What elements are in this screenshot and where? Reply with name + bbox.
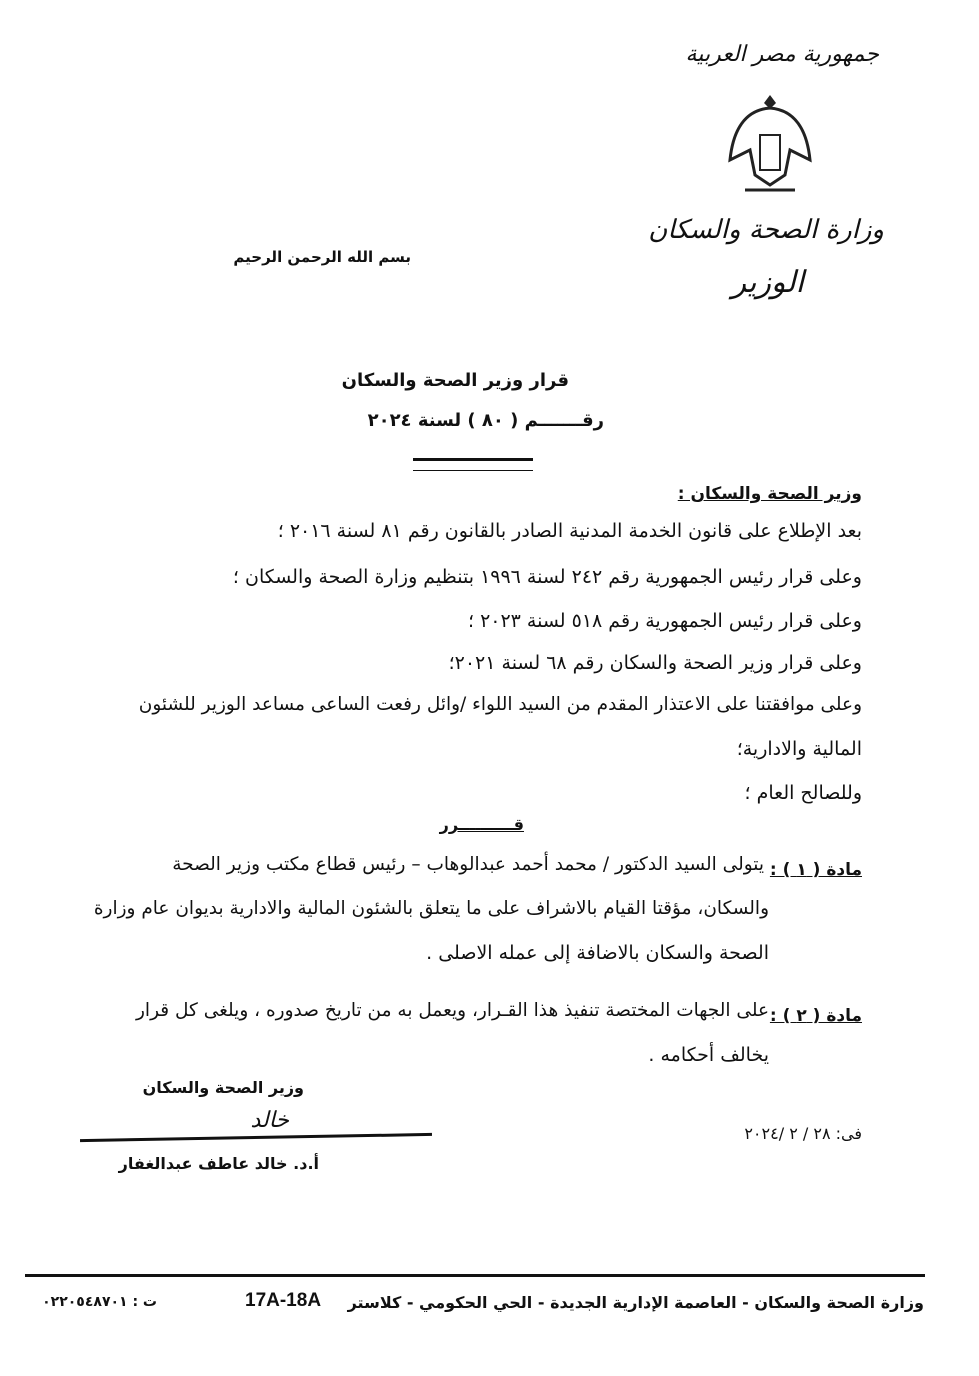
preamble-line: وعلى قرار رئيس الجمهورية رقم ٥١٨ لسنة ٢٠٢٣ ؛	[467, 610, 862, 632]
article-2-line: على الجهات المختصة تنفيذ هذا القـرار، ويعمل به من تاريخ صدوره ، ويلغى كل قرار	[136, 1000, 769, 1021]
handwritten-signature: خالد	[250, 1108, 289, 1133]
divider	[413, 458, 533, 461]
basmala: بسم الله الرحمن الرحيم	[233, 248, 411, 266]
letterhead-ministry: وزارة الصحة والسكان	[648, 215, 884, 245]
signature-line	[80, 1133, 432, 1142]
article-1-line: يتولى السيد الدكتور / محمد أحمد عبدالوهاب – رئيس قطاع مكتب وزير الصحة	[172, 854, 764, 875]
footer-phone: ت : ٠٢٢٠٥٤٨٧٠١	[42, 1294, 157, 1310]
decree-title: قرار وزير الصحة والسكان	[341, 370, 569, 391]
article-1-line: والسكان، مؤقتا القيام بالاشراف على ما يتعلق بالشئون المالية والادارية بديوان عام وزارة	[93, 898, 769, 919]
letterhead-office: الوزير	[731, 265, 804, 300]
signature-title: وزير الصحة والسكان	[142, 1078, 304, 1097]
preamble-line: المالية والادارية؛	[736, 738, 862, 760]
preamble-line: وعلى موافقتنا على الاعتذار المقدم من السيد اللواء /وائل رفعت الساعى مساعد الوزير للشئون	[138, 694, 862, 715]
footer-rule	[25, 1274, 925, 1277]
decides-heading: قــــــــــرر	[439, 815, 524, 834]
footer-address: وزارة الصحة والسكان - العاصمة الإدارية الجديدة - الحي الحكومي - كلاستر	[347, 1293, 924, 1312]
decree-date: فى: ٢٨ / ٢ /٢٠٢٤	[744, 1124, 862, 1143]
divider	[413, 470, 533, 471]
preamble-heading: وزير الصحة والسكان :	[677, 484, 862, 504]
article-2-line: يخالف أحكامه .	[648, 1044, 769, 1066]
preamble-line: وعلى قرار وزير الصحة والسكان رقم ٦٨ لسنة ٢٠٢١؛	[448, 652, 862, 674]
preamble-line: وللصالح العام ؛	[744, 782, 862, 804]
article-1-line: الصحة والسكان بالاضافة إلى عمله الاصلى .	[426, 942, 769, 964]
article-1-label: مادة ( ١ ) :	[769, 860, 862, 880]
eagle-emblem-icon	[725, 90, 815, 200]
preamble-line: وعلى قرار رئيس الجمهورية رقم ٢٤٢ لسنة ١٩٩٦ بتنظيم وزارة الصحة والسكان ؛	[232, 566, 862, 588]
decree-number: رقـــــــم ( ٨٠ ) لسنة ٢٠٢٤	[367, 410, 604, 431]
article-2-label: مادة ( ٢ ) :	[769, 1006, 862, 1026]
footer-cluster: 17A-18A	[245, 1290, 322, 1311]
preamble-line: بعد الإطلاع على قانون الخدمة المدنية الصادر بالقانون رقم ٨١ لسنة ٢٠١٦ ؛	[277, 520, 862, 542]
letterhead-country: جمهورية مصر العربية	[685, 42, 879, 67]
signatory-name: أ.د. خالد عاطف عبدالغفار	[118, 1154, 319, 1173]
